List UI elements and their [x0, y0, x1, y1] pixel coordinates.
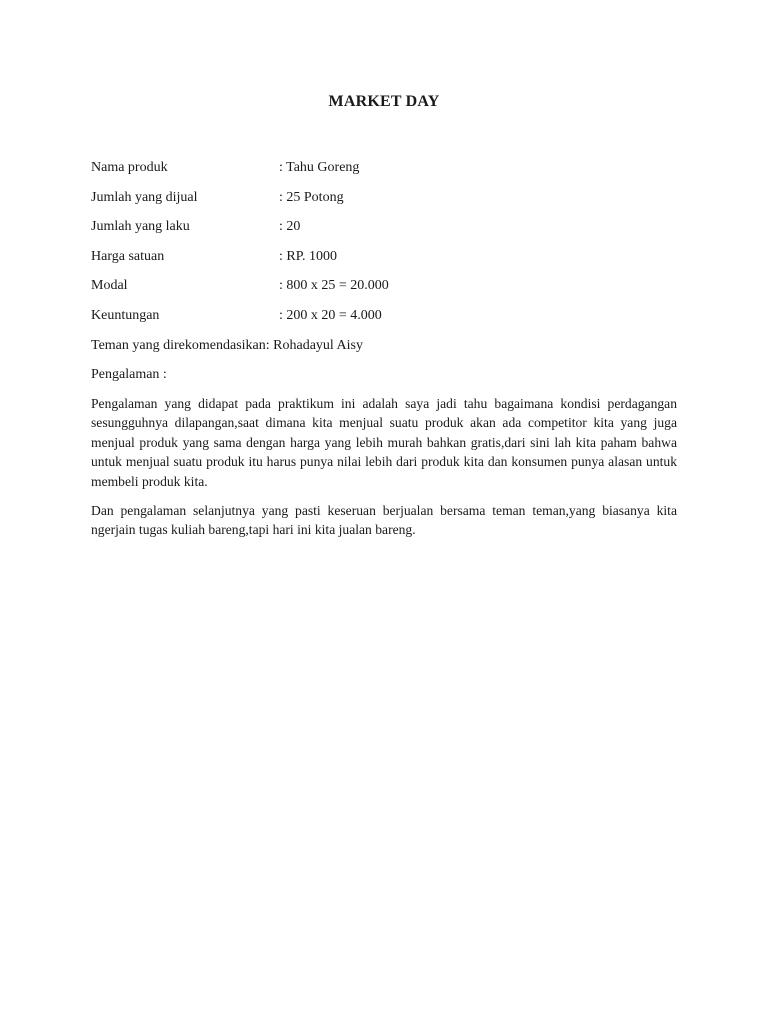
paragraph: Pengalaman yang didapat pada praktikum ini adalah saya jadi tahu bagaimana kondisi perdagangan sesungguhnya dilapangan,saat dimana kita menjual suatu produk akan ada competitor kita yang juga menjual produk yang sama dengan harga yang lebih murah bahkan gratis,dari sini lah kita paham bahwa untuk menjual suatu produk itu harus punya nilai lebih dari produk kita dan konsumen punya alasan untuk membeli produk kita.: [91, 396, 677, 489]
paragraph: Dan pengalaman selanjutnya yang pasti keseruan berjualan bersama teman teman,yang biasanya kita ngerjain tugas kuliah bareng,tapi hari ini kita jualan bareng.: [91, 503, 677, 538]
experience-body: [91, 394, 677, 550]
field-label: Keuntungan: [91, 307, 160, 323]
field-value: : 800 x 25 = 20.000: [279, 278, 389, 294]
field-value: : Tahu Goreng: [279, 160, 360, 175]
product-fields: [91, 158, 691, 365]
field-row-unit-price: [91, 247, 691, 277]
field-label: Jumlah yang dijual: [91, 189, 198, 205]
field-value: Rohadayul Aisy: [273, 337, 363, 353]
document-title: MARKET DAY: [328, 93, 440, 110]
field-value: : 25 Potong: [279, 189, 344, 205]
field-row-quantity-sold-out: [91, 217, 691, 247]
field-row-profit: [91, 306, 691, 336]
field-row-capital: [91, 276, 691, 306]
field-value: : 20: [279, 219, 301, 235]
field-value: : RP. 1000: [279, 248, 337, 264]
field-row-product-name: [91, 158, 691, 188]
field-value: : 200 x 20 = 4.000: [279, 307, 382, 323]
field-label: Teman yang direkomendasikan:: [91, 337, 270, 353]
experience-heading: Pengalaman :: [91, 367, 167, 382]
field-row-recommended-friend: [91, 336, 691, 366]
field-label: Modal: [91, 278, 128, 294]
field-label: Nama produk: [91, 160, 168, 175]
field-label: Harga satuan: [91, 248, 165, 264]
field-row-quantity-sold: [91, 188, 691, 218]
field-label: Jumlah yang laku: [91, 219, 190, 235]
